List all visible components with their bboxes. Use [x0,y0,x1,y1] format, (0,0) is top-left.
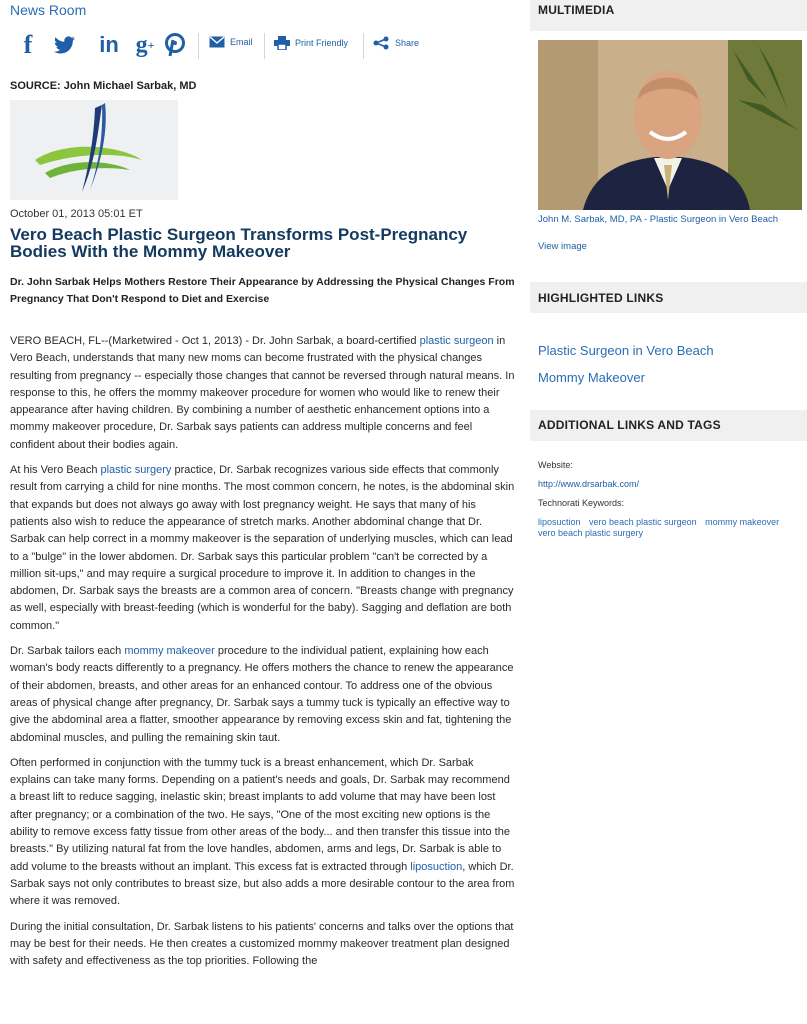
tag-liposuction[interactable]: liposuction [538,517,581,527]
photo-caption[interactable]: John M. Sarbak, MD, PA - Plastic Surgeon in Vero Beach [538,214,779,225]
toolbar-divider [198,33,199,59]
tag-vero-beach-plastic-surgery[interactable]: vero beach plastic surgery [538,528,644,538]
keywords-label: Technorati Keywords: [538,498,625,508]
plastic-surgeon-link[interactable]: plastic surgeon [419,335,494,347]
pinterest-icon[interactable] [162,30,188,60]
additional-links-heading: ADDITIONAL LINKS AND TAGS [538,418,721,432]
twitter-icon[interactable] [52,30,78,60]
share-toolbar [10,30,515,60]
linkedin-icon[interactable]: in [99,32,119,57]
website-link[interactable]: http://www.drsarbak.com/ [538,479,640,489]
google-plus-icon[interactable]: g + [135,31,155,58]
paragraph [10,755,515,911]
print-label: Print Friendly [295,38,349,48]
liposuction-link[interactable]: liposuction [410,860,463,873]
multimedia-heading: MULTIMEDIA [538,3,615,17]
email-label: Email [230,37,253,47]
tag-mommy-makeover[interactable]: mommy makeover [705,517,780,527]
paragraph-text: procedure to the individual patient, explaining how each woman's body reacts differently to a pregnancy. He offers mothers the chance to renew the appearance of their abdomen, breasts, and other areas for an enhanced contour. To address one of the obvious areas of physical change after pregnancy, Dr. Sarbak says a tummy tuck is typically an effective way to give the abdominal area a flatter, smoother appearance by removing excess skin and fat, tightening the abdominal muscles, and pulling the remaining skin taut. [10,645,514,744]
share-button[interactable] [372,36,419,50]
paragraph-text: At his Vero Beach [10,464,101,477]
portrait-photo[interactable] [538,40,802,210]
mommy-makeover-link[interactable]: mommy makeover [124,645,215,658]
paragraph [10,462,515,635]
paragraph-text: Dr. Sarbak tailors each [10,645,125,658]
toolbar-divider [363,33,364,59]
tag-vero-beach-plastic-surgeon[interactable]: vero beach plastic surgeon [589,517,697,527]
paragraph-text: in Vero Beach, understands that many new moms can become frustrated with the physical changes resulting from pregnancy -- especially those changes that cannot be reversed through natural means. In response to this, he offers the mommy makeover procedure for women who would like to renew their appearance after having children. By combining a number of aesthetic enhancement options into a mommy makeover procedure, Dr. Sarbak says patients can address multiple concerns and feel confident about their bodies again. [10,335,515,451]
toolbar-divider [264,33,265,59]
source-line: SOURCE: John Michael Sarbak, MD [10,80,197,92]
link-plastic-surgeon[interactable]: Plastic Surgeon in Vero Beach [538,343,714,358]
link-mommy-makeover[interactable]: Mommy Makeover [538,370,645,385]
paragraph-text: VERO BEACH, FL--(Marketwired - Oct 1, 2013) - Dr. John Sarbak, a board-certified [10,335,420,347]
plastic-surgery-link[interactable]: plastic surgery [100,464,172,477]
keyword-tags [538,517,802,539]
paragraph-text: Often performed in conjunction with the tummy tuck is a breast enhancement, which Dr. Sarbak explains can take many forms. Depending on a patient's needs and goals, Dr. Sarbak may recommend a breast lift to reduce sagging, inelastic skin; breast implants to add volume that may have been lost after pregnancy; or a combination of the two. He says, "One of the most exciting new options is the ability to remove excess fatty tissue from other areas of the body... and then transfer this tissue into the breasts." By utilizing natural fat from the love handles, abdomen, arms and legs, Dr. Sarbak is able to add volume to the breasts without an implant. This excess fat is extracted through [10,756,510,873]
facebook-icon[interactable]: f [23,30,33,59]
view-image-link[interactable]: View image [538,241,587,252]
paragraph-text: , which Dr. Sarbak says not only contributes to breast size, but also adds a more desirable contour to the area from where it was removed. [10,860,515,908]
highlighted-links-heading: HIGHLIGHTED LINKS [538,291,664,305]
newsroom-link[interactable]: News Room [10,2,87,18]
release-date: October 01, 2013 05:01 ET [10,208,143,220]
paragraph [10,333,515,454]
website-label: Website: [538,460,573,470]
print-button[interactable] [274,36,348,50]
paragraph [10,643,515,747]
print-icon [274,36,290,50]
page-title: Vero Beach Plastic Surgeon Transforms Post-Pregnancy Bodies With the Mommy Makeover [10,225,468,261]
company-logo [10,100,178,200]
email-icon [209,36,225,48]
article-subtitle: Dr. John Sarbak Helps Mothers Restore Their Appearance by Addressing the Physical Changes From Pregnancy That Don't Respond to Diet and Exercise [10,276,515,305]
article-body [10,333,515,978]
share-icon [372,36,390,50]
email-button[interactable] [209,36,253,48]
paragraph-text: practice, Dr. Sarbak recognizes various side effects that commonly result from carrying a child for nine months. The most common concern, he notes, is the abdominal skin that expands but does not always go away with lost pregnancy weight. He says that many of his patients also wish to reduce the appearance of stretch marks. Another abdominal change that Dr. Sarbak can help correct in a mommy makeover is the separation of underlying muscles, which can lead to a "bulge" in the lower abdomen. Dr. Sarbak says this particular problem "can't be corrected by a million sit-ups," and may require a surgical procedure to improve it. In addition to changes in the abdomen, Dr. Sarbak says the breasts are a common area of concern. "Breasts change with pregnancy as well, especially with breast-feeding (which is wonderful for the baby). Sagging and deflation are both common." [10,464,515,632]
share-label: Share [395,38,420,48]
paragraph: During the initial consultation, Dr. Sarbak listens to his patients' concerns and talks over the options that may be best for their needs. He then creates a customized mommy makeover treatment plan designed with safety and effectiveness as the top priorities. Following the [10,920,514,968]
